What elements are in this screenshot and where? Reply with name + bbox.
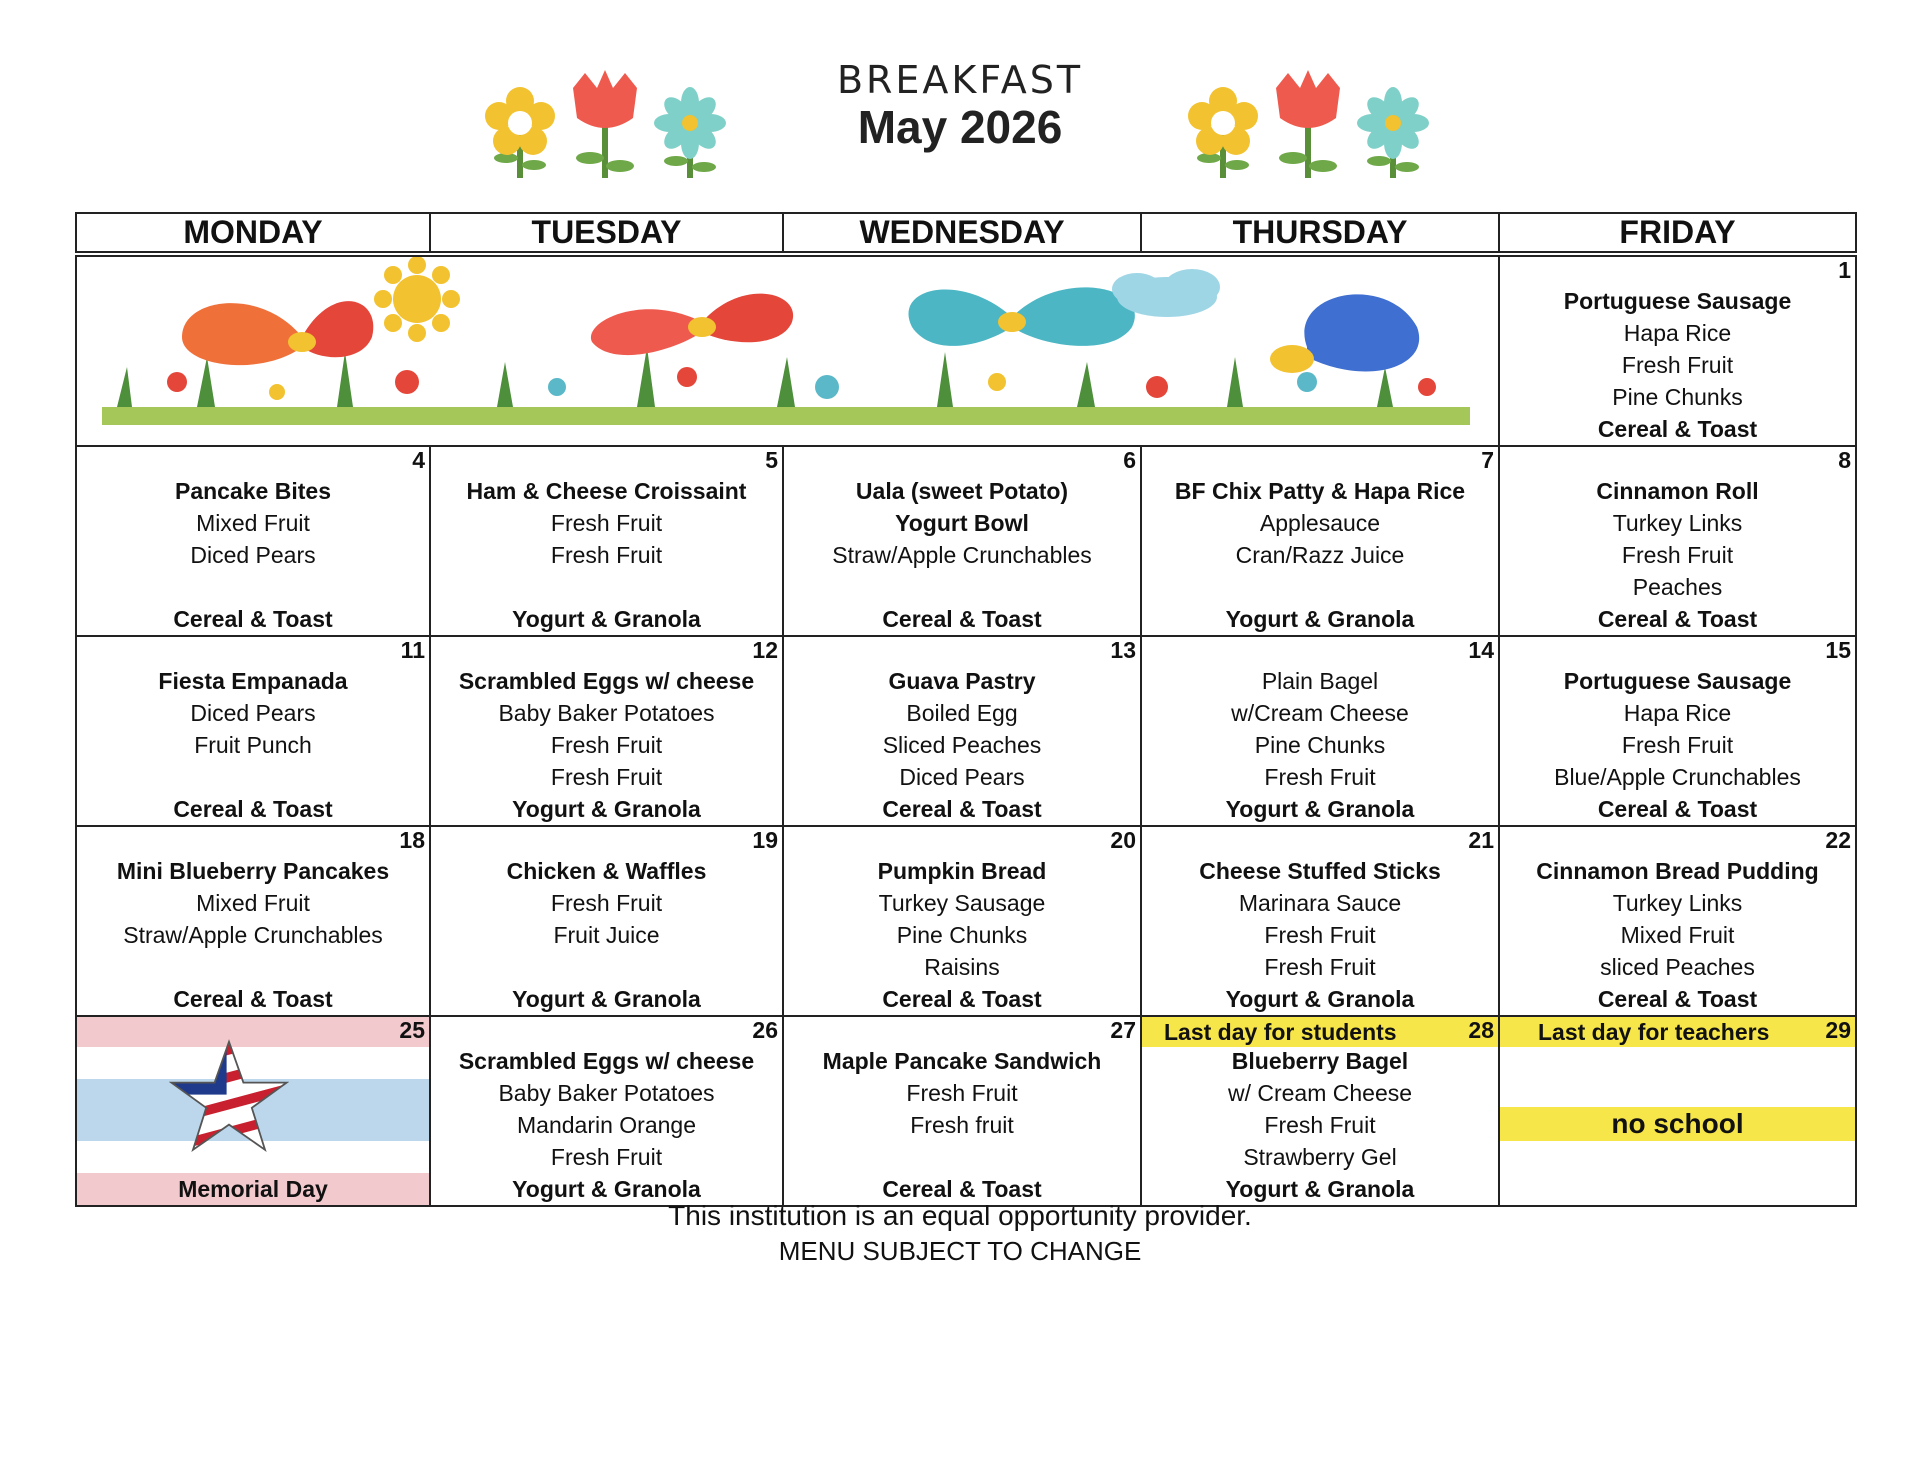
butterfly-garden-illustration <box>76 254 1499 446</box>
header-monday: MONDAY <box>76 213 430 254</box>
menu-item: Cran/Razz Juice <box>1235 542 1405 568</box>
day-cell-8 <box>1499 446 1856 636</box>
menu-entree: Scrambled Eggs w/ cheese <box>458 668 755 694</box>
menu-entree: Cinnamon Bread Pudding <box>1536 858 1819 884</box>
day-cell-15 <box>1499 636 1856 826</box>
day-cell-1 <box>1499 254 1856 446</box>
menu-entree: Pumpkin Bread <box>877 858 1047 884</box>
menu-entree: Cheese Stuffed Sticks <box>1199 858 1441 884</box>
week-row-5 <box>76 1016 1856 1206</box>
menu-entree: Chicken & Waffles <box>506 858 707 884</box>
day-cell-12 <box>430 636 783 826</box>
day-cell-20 <box>783 826 1141 1016</box>
menu-month: May 2026 <box>857 101 1063 153</box>
day-cell-22 <box>1499 826 1856 1016</box>
day-number: 7 <box>1481 447 1494 473</box>
day-number: 5 <box>765 447 778 473</box>
day-cell-18 <box>76 826 430 1016</box>
header-tuesday: TUESDAY <box>430 213 783 254</box>
header-wednesday: WEDNESDAY <box>783 213 1141 254</box>
patriotic-star-icon <box>169 1037 289 1157</box>
menu-title: BREAKFAST <box>836 58 1084 102</box>
menu-item: Fresh Fruit <box>550 732 663 758</box>
header-friday: FRIDAY <box>1499 213 1856 254</box>
menu-item: Pine Chunks <box>1612 384 1743 410</box>
menu-alternate: Yogurt & Granola <box>1225 606 1415 632</box>
day-cell-13 <box>783 636 1141 826</box>
menu-item: Fresh Fruit <box>906 1080 1018 1106</box>
day-number: 19 <box>752 827 778 853</box>
day-cell-26 <box>430 1016 783 1206</box>
menu-item: Mixed Fruit <box>1620 922 1735 948</box>
menu-alternate: Yogurt & Granola <box>1225 986 1415 1012</box>
menu-entree: Portuguese Sausage <box>1563 668 1792 694</box>
menu-item: Fresh Fruit <box>1621 352 1734 378</box>
menu-entree: Fiesta Empanada <box>158 668 348 694</box>
day-number: 21 <box>1468 827 1494 853</box>
day-cell-6 <box>783 446 1141 636</box>
day-number: 20 <box>1110 827 1136 853</box>
day-cell-25 <box>76 1016 430 1206</box>
menu-item: sliced Peaches <box>1600 954 1755 980</box>
week-row-1 <box>76 254 1856 446</box>
menu-item: Applesauce <box>1259 510 1381 536</box>
menu-change-notice: MENU SUBJECT TO CHANGE <box>778 1236 1142 1266</box>
menu-entree: Pancake Bites <box>175 478 331 504</box>
menu-item: Fresh Fruit <box>550 542 663 568</box>
day-number: 26 <box>752 1017 778 1043</box>
menu-entree: Yogurt Bowl <box>895 510 1029 536</box>
menu-entree: Blueberry Bagel <box>1231 1048 1409 1074</box>
menu-entree: Cinnamon Roll <box>1596 478 1759 504</box>
menu-item: Fresh Fruit <box>1264 922 1376 948</box>
memorial-day-banner <box>77 1017 429 1205</box>
last-day-students-banner: Last day for students <box>1142 1017 1498 1047</box>
menu-alternate: Cereal & Toast <box>173 986 333 1012</box>
last-day-teachers-banner: Last day for teachers <box>1500 1017 1855 1047</box>
week-row-4 <box>76 826 1856 1016</box>
day-cell-29 <box>1499 1016 1856 1206</box>
menu-alternate: Yogurt & Granola <box>512 606 701 632</box>
menu-item: w/Cream Cheese <box>1231 700 1409 726</box>
menu-entree: Maple Pancake Sandwich <box>822 1048 1102 1074</box>
menu-item: Fresh Fruit <box>1621 542 1734 568</box>
menu-entree: Guava Pastry <box>888 668 1036 694</box>
butterfly-garden-illustration-art <box>77 257 1495 445</box>
day-cell-14 <box>1141 636 1499 826</box>
day-cell-4 <box>76 446 430 636</box>
menu-item: Turkey Links <box>1612 890 1743 916</box>
menu-alternate: Yogurt & Granola <box>512 986 701 1012</box>
menu-item: Mandarin Orange <box>517 1112 696 1138</box>
day-number: 14 <box>1468 637 1494 663</box>
menu-item: Baby Baker Potatoes <box>498 700 715 726</box>
menu-item: Fresh Fruit <box>550 1144 663 1170</box>
menu-item: Peaches <box>1632 574 1723 600</box>
menu-item: Mixed Fruit <box>196 510 310 536</box>
menu-alternate: Cereal & Toast <box>173 606 333 632</box>
day-number: 6 <box>1123 447 1136 473</box>
day-cell-7 <box>1141 446 1499 636</box>
menu-item: Diced Pears <box>190 700 316 726</box>
day-number: 28 <box>1468 1017 1494 1043</box>
menu-alternate: Yogurt & Granola <box>512 1176 701 1202</box>
menu-item: Fresh Fruit <box>1264 1112 1376 1138</box>
menu-item: Baby Baker Potatoes <box>498 1080 715 1106</box>
day-number: 8 <box>1838 447 1851 473</box>
menu-item: Plain Bagel <box>1261 668 1379 694</box>
day-number: 29 <box>1825 1017 1851 1043</box>
menu-entree: Mini Blueberry Pancakes <box>116 858 390 884</box>
menu-item: Fresh Fruit <box>1621 732 1734 758</box>
menu-item: Pine Chunks <box>896 922 1028 948</box>
day-number: 25 <box>399 1017 425 1043</box>
menu-alternate: Cereal & Toast <box>173 796 333 822</box>
day-number: 15 <box>1825 637 1851 663</box>
menu-item: Marinara Sauce <box>1238 890 1402 916</box>
day-cell-28 <box>1141 1016 1499 1206</box>
day-cell-5 <box>430 446 783 636</box>
menu-item: Boiled Egg <box>906 700 1018 726</box>
menu-item: Hapa Rice <box>1623 320 1732 346</box>
menu-item: Fresh fruit <box>910 1112 1014 1138</box>
menu-item: Fresh Fruit <box>550 890 663 916</box>
menu-item: Turkey Sausage <box>878 890 1046 916</box>
menu-alternate: Yogurt & Granola <box>1225 1176 1415 1202</box>
menu-item: Fresh Fruit <box>1264 954 1376 980</box>
menu-item: Fruit Juice <box>553 922 660 948</box>
day-number: 22 <box>1825 827 1851 853</box>
menu-item: Fresh Fruit <box>1264 764 1376 790</box>
no-school-banner: no school <box>1500 1107 1855 1141</box>
menu-alternate: Cereal & Toast <box>1597 986 1758 1012</box>
day-number: 4 <box>412 447 425 473</box>
menu-item: Strawberry Gel <box>1243 1144 1397 1170</box>
menu-item: Fresh Fruit <box>550 764 663 790</box>
menu-item: Fruit Punch <box>194 732 312 758</box>
menu-item: Pine Chunks <box>1254 732 1386 758</box>
menu-alternate: Cereal & Toast <box>882 796 1042 822</box>
week-row-2 <box>76 446 1856 636</box>
menu-item: w/ Cream Cheese <box>1227 1080 1413 1106</box>
menu-calendar <box>75 212 1857 1207</box>
equal-opportunity-statement: This institution is an equal opportunity provider. <box>668 1200 1252 1231</box>
day-number: 13 <box>1110 637 1136 663</box>
header-thursday: THURSDAY <box>1141 213 1499 254</box>
day-cell-21 <box>1141 826 1499 1016</box>
holiday-label: Memorial Day <box>178 1176 328 1202</box>
menu-item: Blue/Apple Crunchables <box>1554 764 1801 790</box>
day-cell-11 <box>76 636 430 826</box>
menu-entree: Uala (sweet Potato) <box>855 478 1069 504</box>
menu-entree: Ham & Cheese Croissaint <box>466 478 747 504</box>
day-number: 11 <box>400 637 425 663</box>
menu-item: Hapa Rice <box>1623 700 1732 726</box>
menu-item: Sliced Peaches <box>882 732 1042 758</box>
day-cell-19 <box>430 826 783 1016</box>
weekday-header-row <box>76 213 1856 254</box>
menu-item: Diced Pears <box>899 764 1025 790</box>
menu-alternate: Cereal & Toast <box>882 986 1042 1012</box>
menu-alternate: Cereal & Toast <box>1597 796 1758 822</box>
day-number: 27 <box>1110 1017 1136 1043</box>
menu-alternate: Cereal & Toast <box>1597 416 1758 442</box>
day-number: 1 <box>1838 257 1851 283</box>
page-header <box>0 0 1920 210</box>
day-number: 18 <box>399 827 425 853</box>
menu-item: Mixed Fruit <box>196 890 310 916</box>
menu-alternate: Cereal & Toast <box>882 606 1042 632</box>
menu-item: Straw/Apple Crunchables <box>123 922 383 948</box>
day-number: 12 <box>752 637 778 663</box>
menu-entree: BF Chix Patty & Hapa Rice <box>1174 478 1466 504</box>
menu-item: Diced Pears <box>190 542 316 568</box>
menu-alternate: Yogurt & Granola <box>1225 796 1415 822</box>
menu-alternate: Cereal & Toast <box>882 1176 1042 1202</box>
menu-item: Fresh Fruit <box>550 510 663 536</box>
menu-alternate: Cereal & Toast <box>1597 606 1758 632</box>
day-cell-27 <box>783 1016 1141 1206</box>
menu-alternate: Yogurt & Granola <box>512 796 701 822</box>
menu-item: Raisins <box>924 954 1000 980</box>
week-row-3 <box>76 636 1856 826</box>
menu-entree: Scrambled Eggs w/ cheese <box>458 1048 755 1074</box>
menu-entree: Portuguese Sausage <box>1563 288 1792 314</box>
flower-cluster-icon-right <box>1178 68 1448 178</box>
menu-item: Turkey Links <box>1612 510 1743 536</box>
menu-item: Straw/Apple Crunchables <box>832 542 1092 568</box>
